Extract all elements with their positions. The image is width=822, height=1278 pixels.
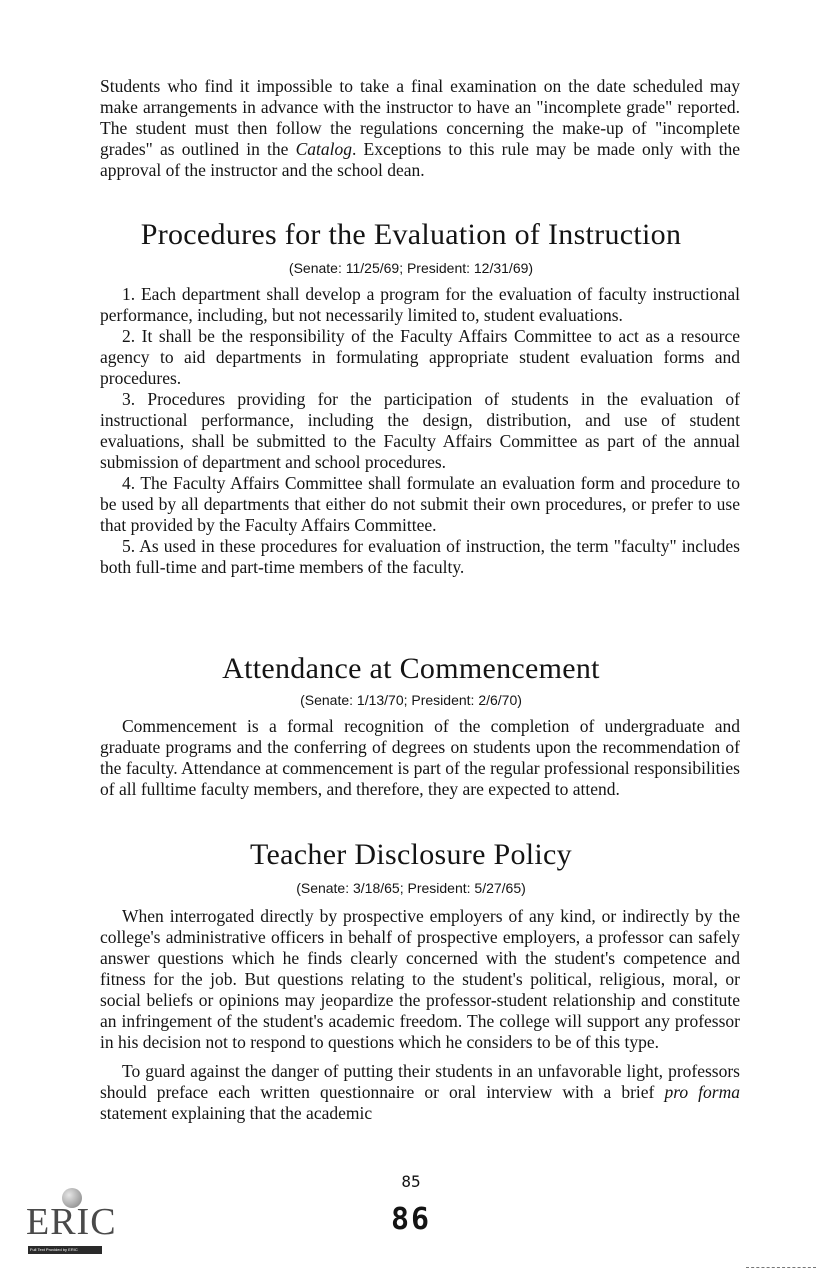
evaluation-item-4: 4. The Faculty Affairs Committee shall formulate an evaluation form and procedure to be used by all departments that either do not submit their own procedures, or prefer to use that provided by the Faculty Affairs Committee.: [100, 473, 740, 535]
section-citation-commencement: (Senate: 1/13/70; President: 2/6/70): [300, 692, 522, 708]
section-body-evaluation: [100, 284, 740, 578]
section-citation-disclosure: (Senate: 3/18/65; President: 5/27/65): [296, 880, 526, 896]
eric-logo: [26, 1188, 117, 1256]
section-title-disclosure: Teacher Disclosure Policy: [250, 838, 572, 871]
disclosure-paragraph-2: To guard against the danger of putting their students in an unfavorable light, professors should preface each written questionnaire or oral interview with a brief pro forma statement explaining that the academic: [100, 1061, 740, 1123]
evaluation-item-1: 1. Each department shall develop a program for the evaluation of faculty instructional performance, including, but not necessarily limited to, student evaluations.: [100, 284, 740, 325]
page-number: 85: [401, 1172, 421, 1191]
disclosure-paragraph-1: When interrogated directly by prospective employers of any kind, or indirectly by the college's administrative officers in behalf of prospective employers, a professor can safely answer questions which he finds clearly concerned with the student's competence and fitness for the job. But questions relating to the student's political, religious, moral, or social beliefs or opinions may jeopardize the professor-student relationship and constitute an infringement of the student's academic freedom. The college will support any professor in his decision not to respond to questions which he considers to be of this type.: [100, 906, 740, 1052]
evaluation-item-3: 3. Procedures providing for the participation of students in the evaluation of instructional performance, including the design, distribution, and use of student evaluations, shall be submitted to the Faculty Affairs Committee as part of the annual submission of department and school procedures.: [100, 389, 740, 472]
intro-paragraph: Students who find it impossible to take a final examination on the date scheduled may make arrangements in advance with the instructor to have an "incomplete grade" reported. The student must then follow the regulations concerning the make-up of "incomplete grades" as outlined in the Catalog. Exceptions to this rule may be made only with the approval of the instructor and the school dean.: [100, 76, 740, 180]
evaluation-item-2: 2. It shall be the responsibility of the Faculty Affairs Committee to act as a resource agency to aid departments in formulating appropriate student evaluation forms and procedures.: [100, 326, 740, 388]
eric-logo-text: ERIC: [26, 1201, 117, 1243]
eric-logo-bar-text: Full Text Provided by ERIC: [30, 1247, 78, 1252]
scan-edge-mark: [746, 1267, 816, 1270]
commencement-paragraph: Commencement is a formal recognition of the completion of undergraduate and graduate programs and the conferring of degrees on students upon the recommendation of the faculty. Attendance at commencement is part of the regular professional responsibilities of all fulltime faculty members, and therefore, they are expected to attend.: [100, 716, 740, 799]
section-citation-evaluation: (Senate: 11/25/69; President: 12/31/69): [288, 260, 534, 276]
section-body-commencement: [100, 716, 740, 800]
evaluation-item-5: 5. As used in these procedures for evaluation of instruction, the term "faculty" includes both full-time and part-time members of the faculty.: [100, 536, 740, 577]
stamped-page-number: 86: [390, 1202, 432, 1237]
section-body-disclosure: [100, 906, 740, 1124]
section-title-evaluation: Procedures for the Evaluation of Instruction: [140, 218, 682, 251]
eric-logo-bar: [28, 1246, 102, 1254]
section-title-commencement: Attendance at Commencement: [222, 652, 600, 685]
